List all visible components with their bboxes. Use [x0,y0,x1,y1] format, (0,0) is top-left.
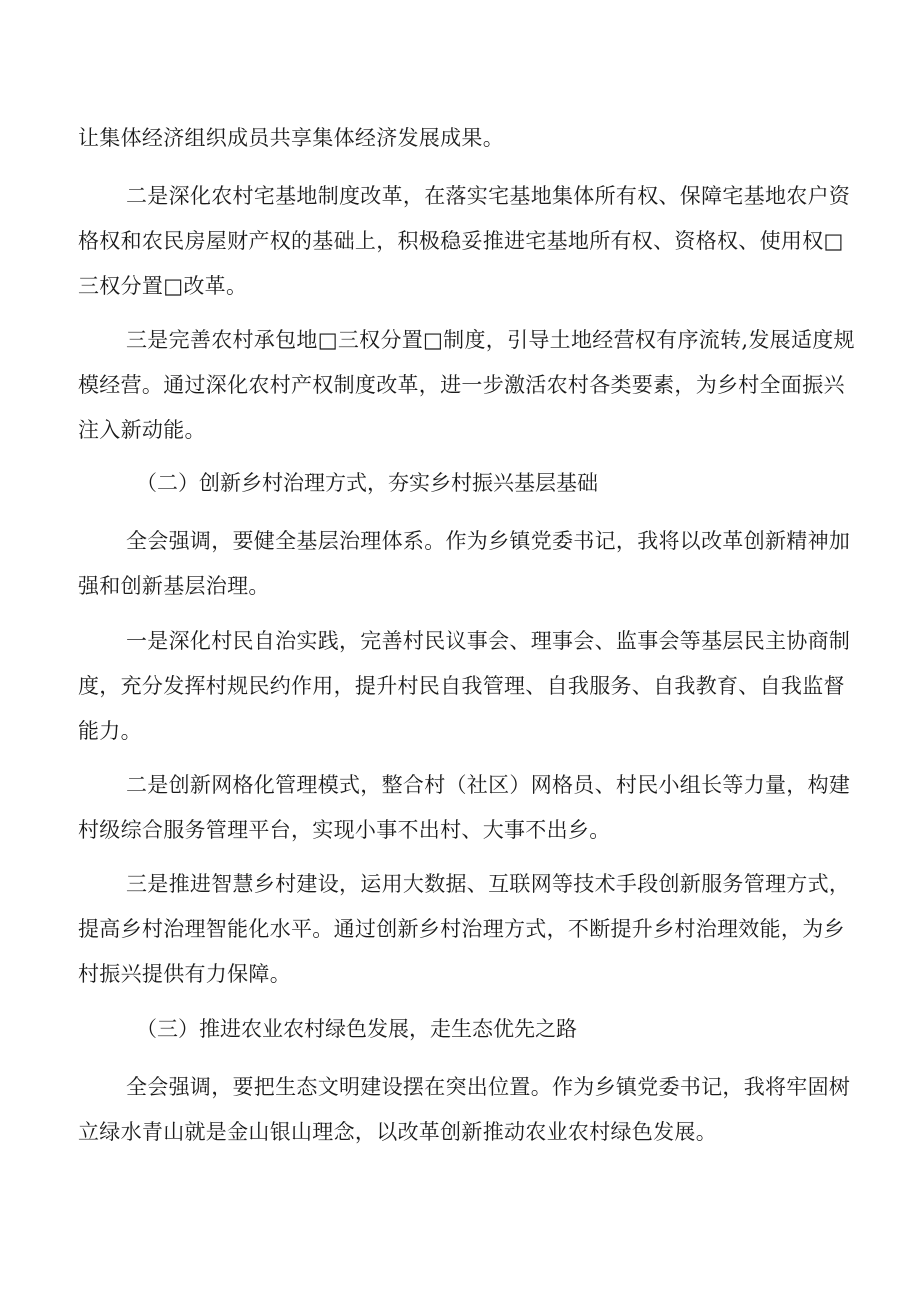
paragraph-continuation: 让集体经济组织成员共享集体经济发展成果。 [78,126,504,150]
section-heading-governance: （二）创新乡村治理方式，夯实乡村振兴基层基础 [136,471,598,495]
paragraph-contracted-land: 三是完善农村承包地□三权分置□制度，引导土地经营权有序流转,发展适度规模经营。通过深化农村产权制度改革，进一步激活农村各类要素，为乡村全面振兴注入新动能。 [78,328,855,442]
paragraph-smart-village: 三是推进智慧乡村建设，运用大数据、互联网等技术手段创新服务管理方式，提高乡村治理智能化水平。通过创新乡村治理方式，不断提升乡村治理效能，为乡村振兴提供有力保障。 [78,872,851,986]
paragraph-governance-intro: 全会强调，要健全基层治理体系。作为乡镇党委书记，我将以改革创新精神加强和创新基层治理。 [78,529,851,598]
paragraph-homestead-reform: 二是深化农村宅基地制度改革，在落实宅基地集体所有权、保障宅基地农户资格权和农民房屋财产权的基础上，积极稳妥推进宅基地所有权、资格权、使用权□三权分置□改革。 [78,184,851,298]
section-heading-green-development: （三）推进农业农村绿色发展，走生态优先之路 [136,1017,577,1041]
paragraph-ecology-intro: 全会强调，要把生态文明建设摆在突出位置。作为乡镇党委书记，我将牢固树立绿水青山就是金山银山理念，以改革创新推动农业农村绿色发展。 [78,1075,851,1144]
paragraph-grid-management: 二是创新网格化管理模式，整合村（社区）网格员、村民小组长等力量，构建村级综合服务管理平台，实现小事不出村、大事不出乡。 [78,773,851,842]
paragraph-village-autonomy: 一是深化村民自治实践，完善村民议事会、理事会、监事会等基层民主协商制度，充分发挥村规民约作用，提升村民自我管理、自我服务、自我教育、自我监督能力。 [78,629,851,743]
